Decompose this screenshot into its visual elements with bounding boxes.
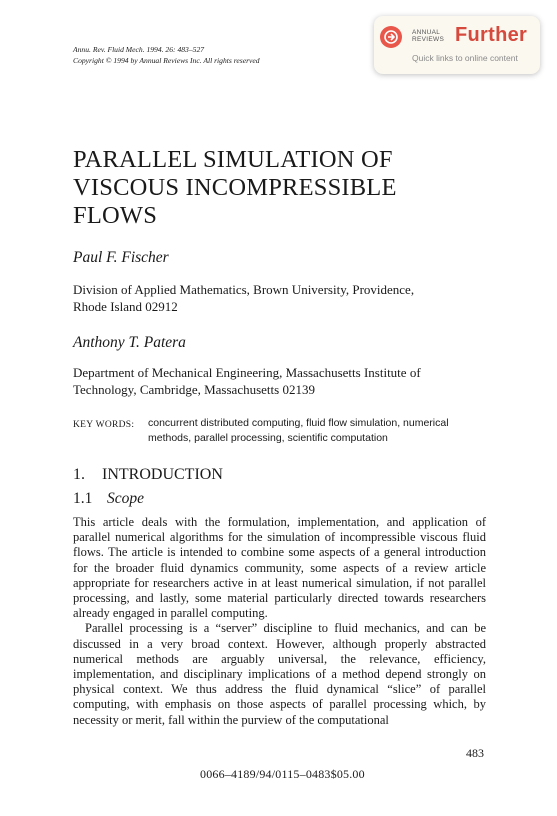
author-name: Anthony T. Patera	[73, 334, 186, 351]
title-line: VISCOUS INCOMPRESSIBLE	[73, 174, 397, 201]
annual-reviews-logo-icon	[380, 26, 402, 48]
copyright-line: Copyright © 1994 by Annual Reviews Inc. All rights reserved	[73, 56, 260, 65]
citation-line: Annu. Rev. Fluid Mech. 1994. 26: 483–527	[73, 45, 205, 54]
keywords-text: concurrent distributed computing, fluid flow simulation, numerical methods, parallel processing, scientific computation	[148, 417, 449, 444]
further-tagline: Quick links to online content	[412, 53, 518, 63]
section-title: INTRODUCTION	[102, 466, 223, 483]
title-line: PARALLEL SIMULATION OF	[73, 146, 393, 173]
paragraph: Parallel processing is a “server” discipline to fluid mechanics, and can be discussed in a very broad context. However, although properly abstracted numerical methods are arguably universal, the relevance, efficiency, implementation, and disciplinary implications of a method depend strongly on physical context. We thus address the fluid dynamical “slice” of parallel computing, with emphasis on those aspects of parallel processing which, by necessity or merit, fall within the purview of the computational	[73, 621, 486, 727]
subsection-title: Scope	[107, 490, 145, 507]
section-heading	[73, 466, 223, 484]
further-label: Further	[455, 24, 528, 46]
author-name: Paul F. Fischer	[73, 249, 169, 266]
subsection-number: 1.1	[73, 490, 93, 507]
title-line: FLOWS	[73, 202, 158, 229]
author-affiliation: Department of Mechanical Engineering, Massachusetts Institute of Technology, Cambridge, Massachusetts 02139	[73, 365, 421, 397]
subsection-heading	[73, 490, 144, 508]
page-number: 483	[466, 746, 484, 760]
article-title	[73, 146, 397, 230]
body-text	[73, 515, 486, 728]
footer-code: 0066–4189/94/0115–0483$05.00	[200, 767, 365, 781]
author-affiliation: Division of Applied Mathematics, Brown University, Providence, Rhode Island 02912	[73, 282, 415, 314]
keywords-label: KEY WORDS:	[73, 420, 135, 430]
annual-reviews-wordmark: ANNUAL REVIEWS	[412, 29, 445, 43]
section-number: 1.	[73, 466, 85, 483]
journal-header	[73, 44, 260, 66]
further-links-panel[interactable]	[374, 16, 540, 74]
paragraph: This article deals with the formulation, implementation, and application of parallel numerical algorithms for the simulation of incompressible viscous fluid flows. The article is intended to combine some aspects of a general introduction for the broader fluid dynamics community, some aspects of a review article appropriate for researchers active in at least numerical simulation, if not parallel processing, and lastly, some material particularly directed towards researchers already engaged in parallel computing.	[73, 515, 486, 621]
